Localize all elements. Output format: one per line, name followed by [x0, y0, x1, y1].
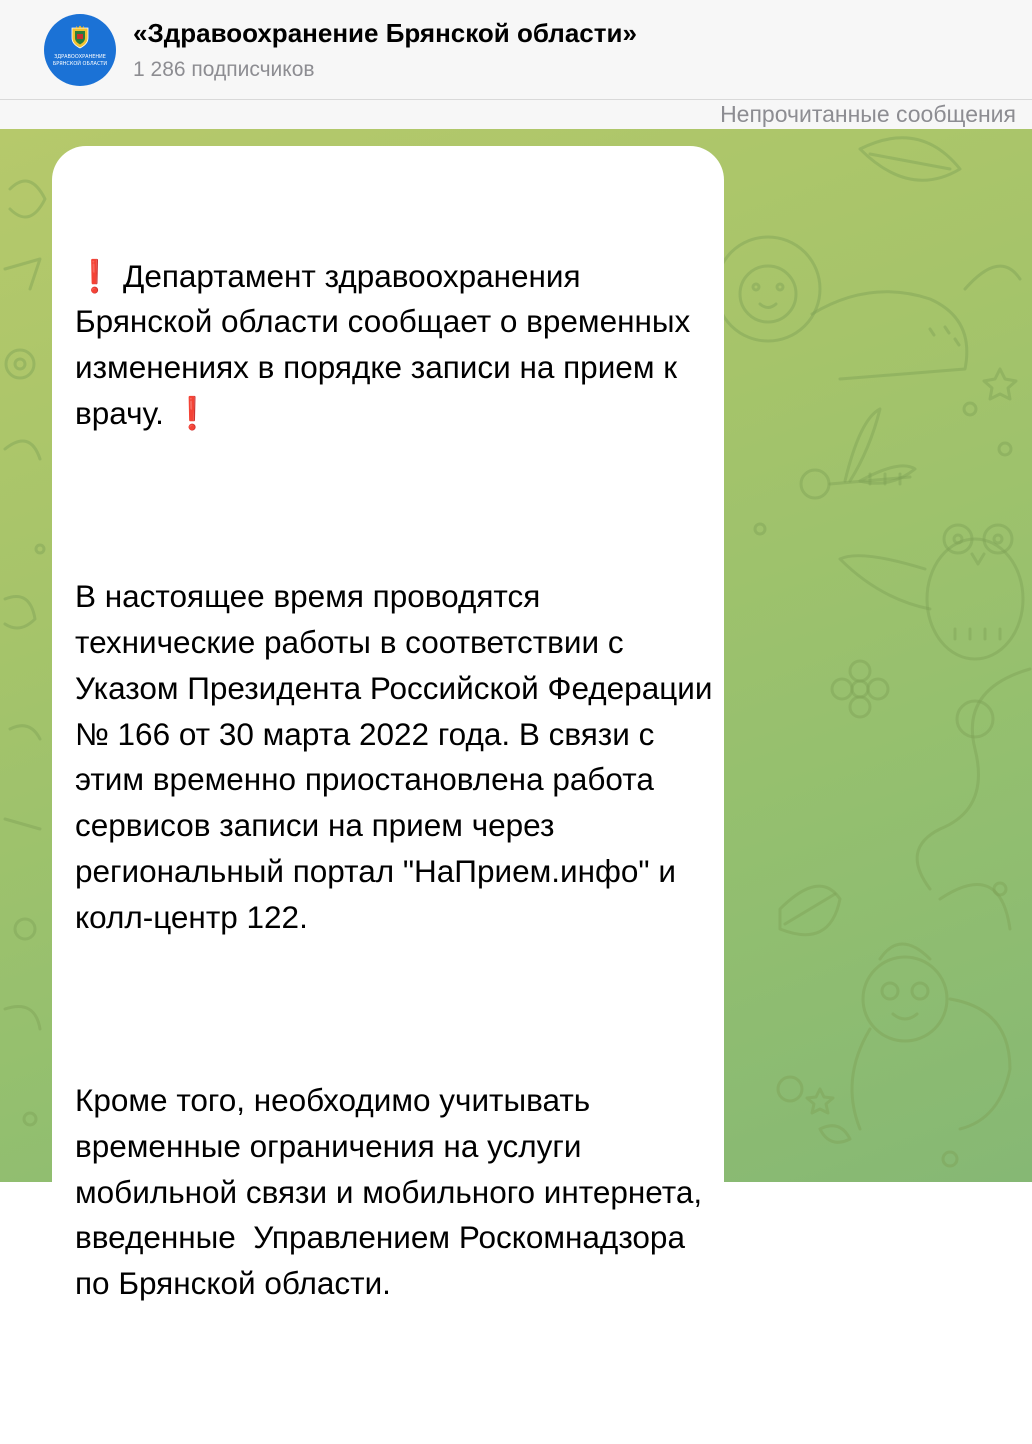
message-paragraph-3: Кроме того, необходимо учитывать временные ограничения на услуги мобильной связи и мобильного интернета, введенные Управлением Роскомнадзора по Брянской области.: [75, 1081, 711, 1302]
message-paragraph-1-text: Департамент здравоохранения Брянской области сообщает о временных изменениях в порядке записи на прием к врачу.: [75, 257, 700, 431]
flower-doodle: [832, 661, 888, 717]
channel-title[interactable]: «Здравоохранение Брянской области»: [133, 18, 637, 48]
unread-messages-divider: [0, 100, 1032, 129]
unread-messages-label: Непрочитанные сообщения: [720, 101, 1016, 127]
channel-header[interactable]: [0, 0, 1032, 100]
avatar-label-line1: ЗДРАВООХРАНЕНИЕ: [54, 54, 106, 60]
coat-of-arms-icon: [70, 25, 90, 49]
channel-avatar[interactable]: [44, 14, 116, 86]
message-text: [75, 162, 722, 1444]
owl-doodle: [840, 525, 1023, 659]
message-paragraph-1: [75, 254, 715, 437]
exclamation-icon: ❗: [172, 394, 212, 431]
message-paragraph-2: В настоящее время проводятся технические работы в соответствии с Указом Президента Российской Федерации № 166 от 30 марта 2022 года. В связи с этим временно приостановлена работа сервисов записи на прием через региональный портал "НаПрием.инфо" и колл-центр 122.: [75, 578, 722, 935]
leaf-doodle: [860, 138, 960, 181]
avatar-label-line2: БРЯНСКОЙ ОБЛАСТИ: [52, 61, 108, 67]
lion-doodle: [716, 237, 1020, 379]
chat-wallpaper: [0, 129, 1032, 1302]
message-bubble[interactable]: [52, 146, 724, 1302]
exclamation-icon: ❗: [75, 257, 115, 294]
monkey-doodle: [852, 884, 1010, 1129]
subscriber-count: 1 286 подписчиков: [133, 58, 315, 81]
dragonfly-doodle: [801, 409, 915, 498]
